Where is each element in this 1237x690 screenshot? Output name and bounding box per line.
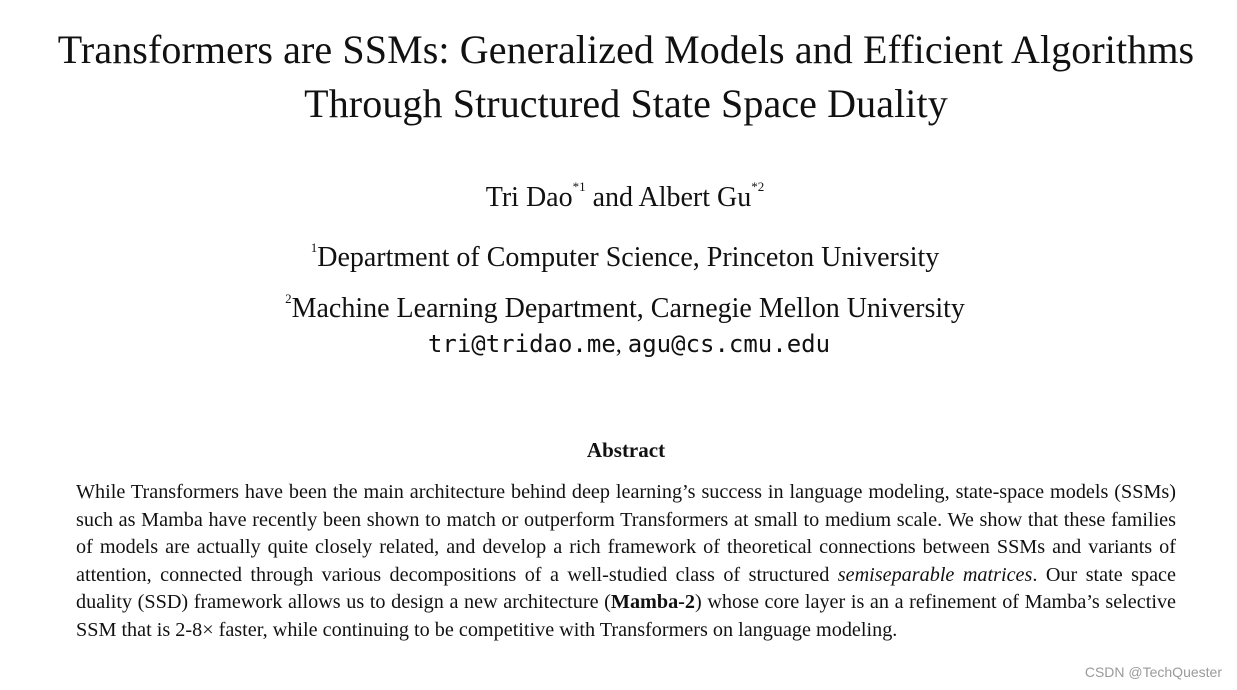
abstract-text-segment: ) whose core layer is an a refinement of Mamba’s selective SSM that is 2-8× faster, while continuing to be competitive with Transformers on language modeling.: [76, 591, 1176, 641]
paper-title-line-2: Through Structured State Space Duality: [304, 81, 948, 126]
paper-title: [0, 23, 1237, 131]
author-affiliation-mark: *1: [572, 179, 586, 194]
email-link[interactable]: agu@cs.cmu.edu: [627, 330, 831, 358]
abstract-emphasis: semiseparable matrices: [837, 563, 1033, 586]
abstract-text: [76, 479, 1176, 644]
abstract-heading: Abstract: [586, 438, 666, 462]
affiliation-cmu: [0, 291, 1237, 327]
affiliation-mark: 2: [285, 291, 292, 306]
paper-title-line-1: Transformers are SSMs: Generalized Models and Efficient Algorithms: [57, 27, 1195, 72]
affiliation-text: Department of Computer Science, Princeton University: [317, 242, 940, 273]
author-connector: and: [585, 182, 639, 213]
abstract-text-segment: . Our state space duality (SSD) framework allows us to design a new architecture (: [76, 563, 1176, 613]
email-link[interactable]: tri@tridao.me: [427, 330, 616, 358]
author-emails: [0, 328, 1237, 361]
affiliation-princeton: [0, 240, 1237, 276]
affiliation-text: Machine Learning Department, Carnegie Mellon University: [291, 293, 965, 324]
abstract-strong: Mamba-2: [610, 591, 695, 613]
abstract-text-segment: While Transformers have been the main architecture behind deep learning’s success in language modeling, state-space models (SSMs) such as Mamba have recently been shown to match or outperform Transformers at small to medium scale. We show that these families of models are actually quite closely related, and develop a rich framework of theoretical connections between SSMs and variants of attention, connected through various decompositions of a well-studied class of structured: [76, 481, 1176, 586]
author-name: Albert Gu: [638, 182, 752, 213]
author-list: [0, 178, 1237, 218]
author-name: Tri Dao: [485, 182, 573, 213]
affiliation-mark: 1: [310, 240, 318, 255]
email-separator: ,: [615, 332, 628, 358]
author-affiliation-mark: *2: [751, 179, 765, 194]
watermark: CSDN @TechQuester: [1084, 664, 1222, 680]
